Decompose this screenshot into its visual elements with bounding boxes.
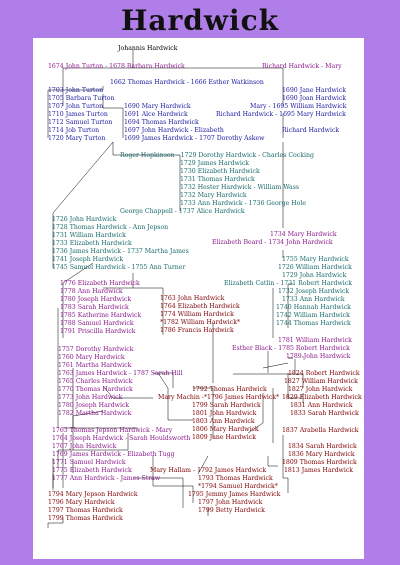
person-entry: 1771 Samuel Hardwick: [52, 459, 126, 466]
person-entry: 1728 Thomas Hardwick - Ann Jepson: [52, 224, 169, 231]
person-entry: 1797 John Hardwick: [198, 499, 263, 506]
person-entry: 1707 John Turton: [48, 103, 104, 110]
person-entry: 1775 Elizabeth Hardwick: [52, 467, 132, 474]
person-entry: Mary Machin -*1796 James Hardwick*: [158, 394, 280, 401]
person-entry: 1803 Ann Hardwick: [192, 418, 255, 425]
person-entry: 1827 John Hardwick: [288, 386, 353, 393]
person-entry: 1769 James Hardwick - Elizabeth Tugg: [52, 451, 175, 458]
person-entry: 1806 Mary Hardwick: [192, 426, 259, 433]
person-entry: 1710 James Turton: [48, 111, 108, 118]
person-entry: 1734 Mary Hardwick: [270, 231, 337, 238]
person-entry: 1799 Thomas Hardwick: [48, 515, 123, 522]
person-entry: 1742 William Hardwick: [276, 312, 350, 319]
person-entry: 1755 Mary Hardwick: [282, 256, 349, 263]
person-entry: 1776 Elizabeth Hardwick: [60, 280, 140, 287]
person-entry: 1690 Mary Hardwick: [124, 103, 191, 110]
person-entry: Richard Hardwick - 1695 Mary Hardwick: [216, 111, 346, 118]
family-tree-card: [33, 38, 364, 559]
person-entry: Mary Hallam - 1792 James Hardwick: [150, 467, 267, 474]
person-entry: 1761 Martha Hardwick: [58, 362, 132, 369]
person-entry: 1789 John Hardwick: [286, 353, 351, 360]
person-entry: Mary - 1695 William Hardwick: [250, 103, 347, 110]
person-entry: 1833 Sarah Hardwick: [290, 410, 359, 417]
connector-line: [268, 456, 278, 466]
connector-line: [263, 363, 288, 368]
person-entry: 1705 Barbara Turton: [48, 95, 115, 102]
person-entry: 1778 Ann Hardwick: [60, 288, 123, 295]
person-entry: 1824 Robert Hardwick: [288, 370, 360, 377]
person-entry: 1733 Ann Hardwick - 1736 George Hole: [180, 200, 306, 207]
person-entry: 1733 Ann Hardwick: [282, 296, 345, 303]
person-entry: 1732 Joseph Hardwick: [278, 288, 350, 295]
person-entry: 1712 Samuel Turton: [48, 119, 113, 126]
person-entry: 1783 Sarah Hardwick: [60, 304, 129, 311]
person-entry: 1801 John Hardwick: [192, 410, 257, 417]
person-entry: 1740 Hannah Hardwick: [276, 304, 351, 311]
person-entry: *1794 Samuel Hardwick*: [198, 483, 278, 490]
person-entry: 1831 Ann Hardwick: [290, 402, 353, 409]
person-entry: 1767 John Hardwick: [52, 443, 117, 450]
person-entry: 1697 John Hardwick - Elizabeth: [124, 127, 224, 134]
person-entry: Richard Hardwick: [282, 127, 340, 134]
person-entry: George Chappell - 1737 Alice Hardwick: [120, 208, 245, 215]
person-entry: Johannis Hardwick: [118, 45, 178, 52]
person-entry: 1773 John Hardwick: [58, 394, 123, 401]
person-entry: 1791 Priscilla Hardwick: [60, 328, 136, 335]
person-entry: 1799 Sarah Hardwick: [192, 402, 261, 409]
person-entry: 1785 Katherine Hardwick: [60, 312, 142, 319]
person-entry: 1780 Joseph Hardwick: [58, 402, 130, 409]
person-entry: 1809 Thomas Hardwick: [282, 459, 357, 466]
person-entry: 1813 James Hardwick: [284, 467, 354, 474]
person-entry: Elizabeth Catlin - 1731 Robert Hardwick: [224, 280, 352, 287]
person-entry: *1782 William Hardwick*: [160, 319, 241, 326]
person-entry: 1765 Charles Hardwick: [58, 378, 133, 385]
person-entry: 1690 Jane Hardwick: [282, 87, 346, 94]
page-title: Hardwick: [120, 4, 280, 37]
person-entry: 1729 John Hardwick: [282, 272, 347, 279]
person-entry: 1760 Mary Hardwick: [58, 354, 125, 361]
person-entry: 1764 Elizabeth Hardwick: [160, 303, 240, 310]
person-entry: 1763 Thomas Jepson Hardwick - Mary: [52, 427, 173, 434]
person-entry: 1792 Thomas Hardwick: [192, 386, 267, 393]
person-entry: Richard Hardwick - Mary: [262, 63, 342, 70]
person-entry: 1764 Joseph Hardwick - Sarah Houldsworth: [52, 435, 191, 442]
person-entry: 1770 Thomas Hardwick: [58, 386, 133, 393]
person-entry: 1745 Samuel Hardwick - 1755 Ann Turner: [52, 264, 186, 271]
person-entry: 1788 Samuel Hardwick: [60, 320, 134, 327]
person-entry: 1782 Martha Hardwick: [58, 410, 132, 417]
person-entry: 1809 Jane Hardwick: [192, 434, 256, 441]
person-entry: 1736 James Hardwick - 1737 Martha James: [52, 248, 189, 255]
person-entry: 1786 Francis Hardwick: [160, 327, 234, 334]
person-entry: 1763 James Hardwick - 1787 Sarah Hill: [58, 370, 183, 377]
person-entry: 1837 Arabella Hardwick: [282, 427, 359, 434]
person-entry: 1744 Thomas Hardwick: [276, 320, 351, 327]
person-entry: 1694 Thomas Hardwick: [124, 119, 199, 126]
person-entry: Esther Black - 1785 Robert Hardwick: [232, 345, 350, 352]
person-entry: 1834 Sarah Hardwick: [288, 443, 357, 450]
person-entry: 1731 Thomas Hardwick: [180, 176, 255, 183]
person-entry: 1781 William Hardwick: [278, 337, 352, 344]
person-entry: 1731 William Hardwick: [52, 232, 126, 239]
person-entry: 1732 Hester Hardwick - William Wass: [180, 184, 300, 191]
person-entry: 1691 Alce Hardwick: [124, 111, 188, 118]
person-entry: 1796 Mary Hardwick: [48, 499, 115, 506]
person-entry: 1793 Thomas Hardwick: [198, 475, 273, 482]
person-entry: Roger Hopkinson - 1729 Dorothy Hardwick - Charles Cocking: [120, 152, 314, 159]
person-entry: 1797 Thomas Hardwick: [48, 507, 123, 514]
person-entry: 1733 Elizabeth Hardwick: [52, 240, 132, 247]
person-entry: 1799 Betty Hardwick: [198, 507, 265, 514]
person-entry: 1726 John Hardwick: [52, 216, 117, 223]
connector-line: [133, 478, 183, 508]
person-entry: 1794 Mary Jepson Hardwick: [48, 491, 138, 498]
person-entry: 1757 Dorothy Hardwick: [58, 346, 134, 353]
person-entry: 1674 John Turton - 1678 Barbara Hardwick: [48, 63, 185, 70]
person-entry: 1774 William Hardwick: [160, 311, 234, 318]
person-entry: 1795 Jemmy James Hardwick: [188, 491, 281, 498]
person-entry: 1703 John Turton: [48, 87, 104, 94]
person-entry: 1720 Mary Turton: [48, 135, 106, 142]
person-entry: 1699 James Hardwick - 1707 Dorothy Askew: [124, 135, 265, 142]
person-entry: 1780 Joseph Hardwick: [60, 296, 132, 303]
person-entry: 1690 Joan Hardwick: [282, 95, 347, 102]
person-entry: 1732 Mary Hardwick: [180, 192, 247, 199]
person-entry: 1726 William Hardwick: [278, 264, 352, 271]
person-entry: 1714 Job Turton: [48, 127, 100, 134]
person-entry: 1827 William Hardwick: [284, 378, 358, 385]
person-entry: 1829 Elizabeth Hardwick: [282, 394, 362, 401]
person-entry: 1763 John Hardwick: [160, 295, 225, 302]
person-entry: 1662 Thomas Hardwick - 1666 Esther Watkinson: [110, 79, 264, 86]
person-entry: 1777 Ann Hardwick - James Straw: [52, 475, 161, 482]
person-entry: 1836 Mary Hardwick: [288, 451, 355, 458]
person-entry: 1730 Elizabeth Hardwick: [180, 168, 260, 175]
person-entry: 1741 Joseph Hardwick: [52, 256, 124, 263]
person-entry: 1729 James Hardwick: [180, 160, 250, 167]
person-entry: Elizabeth Beard - 1734 John Hardwick: [212, 239, 333, 246]
